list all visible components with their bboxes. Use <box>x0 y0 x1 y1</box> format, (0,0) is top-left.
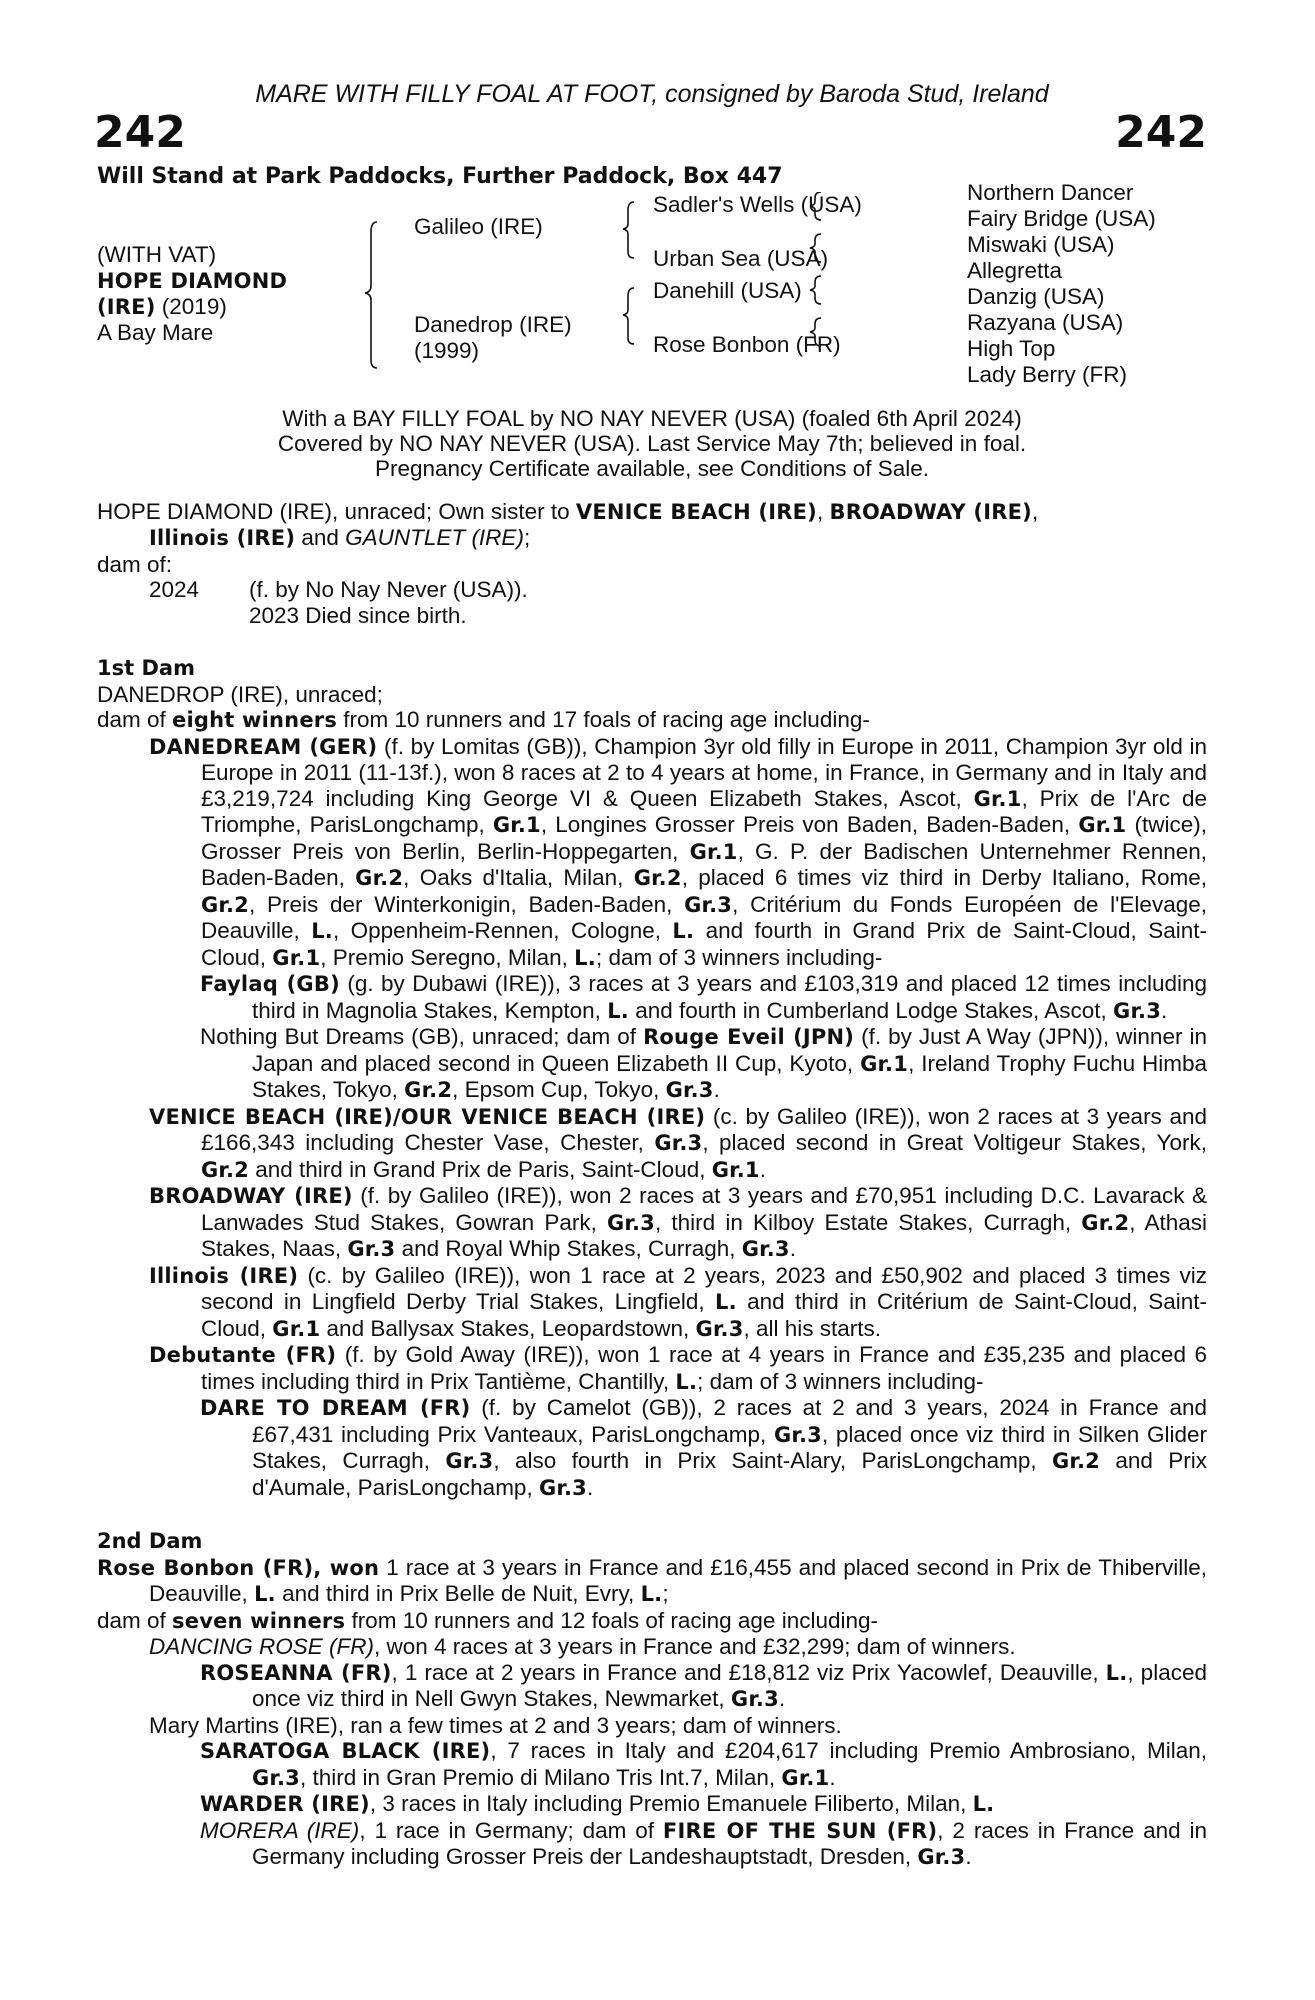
second-dam-heading: 2nd Dam <box>97 1529 203 1553</box>
entry-saratoga-black: SARATOGA BLACK (IRE), 7 races in Italy and £204,617 including Premio Ambrosiano, Milan, Gr.3, third in Gran Premio di Milano Tris Int.7, Milan, Gr.1. <box>200 1738 1207 1790</box>
gen3-5: Danzig (USA) <box>967 283 1105 309</box>
entry-debutante: Debutante (FR) (f. by Gold Away (IRE)), won 1 race at 4 years in France and £35,235 and placed 6 times including third in Prix Tantième, Chantilly, L.; dam of 3 winners including- <box>149 1342 1207 1394</box>
gen3-6: Razyana (USA) <box>967 309 1124 335</box>
entry-mary-martins: Mary Martins (IRE), ran a few times at 2 and 3 years; dam of winners. <box>149 1712 842 1738</box>
vat-label: (WITH VAT) <box>97 241 217 267</box>
consignment-subtitle: MARE WITH FILLY FOAL AT FOOT, consigned by Baroda Stud, Ireland <box>255 80 1049 108</box>
entry-warder: WARDER (IRE), 3 races in Italy including Premio Emanuele Filiberto, Milan, L. <box>200 1791 995 1816</box>
entry-dare-to-dream: DARE TO DREAM (FR) (f. by Camelot (GB)), 2 races at 2 and 3 years, 2024 in France and £67,431 including Prix Vanteaux, ParisLongchamp, Gr.3, placed once viz third in Silken Glider Stakes, Curragh, Gr.3, also fourth in Prix Saint-Alary, ParisLongchamp, Gr.2 and Prix d'Aumale, ParisLongchamp, Gr.3. <box>200 1395 1207 1500</box>
gen3-7: High Top <box>967 335 1056 361</box>
entry-nothing-but-dreams: Nothing But Dreams (GB), unraced; dam of Rouge Eveil (JPN) (f. by Just A Way (JPN)), winner in Japan and placed second in Queen Elizabeth II Cup, Kyoto, Gr.1, Ireland Trophy Fuchu Himba Stakes, Tokyo, Gr.2, Epsom Cup, Tokyo, Gr.3. <box>200 1024 1208 1102</box>
horse-description: A Bay Mare <box>97 319 214 345</box>
gen3-2: Fairy Bridge (USA) <box>967 205 1156 231</box>
produce-row-2024: 2024 (f. by No Nay Never (USA)). <box>149 577 528 602</box>
foal-line-1: With a BAY FILLY FOAL by NO NAY NEVER (USA) (foaled 6th April 2024) <box>282 405 1022 431</box>
entry-venice-beach: VENICE BEACH (IRE)/OUR VENICE BEACH (IRE) (c. by Galileo (IRE)), won 2 races at 3 years and £166,343 including Chester Vase, Chester, Gr.3, placed second in Great Voltigeur Stakes, York, Gr.2 and third in Grand Prix de Paris, Saint-Cloud, Gr.1. <box>149 1103 1208 1182</box>
horse-name: HOPE DIAMOND <box>97 268 288 293</box>
first-dam-heading: 1st Dam <box>97 656 195 680</box>
dam: Danedrop (IRE) <box>414 311 572 337</box>
sire-dam: Urban Sea (USA) <box>653 245 829 271</box>
sire-sire: Sadler's Wells (USA) <box>653 191 862 217</box>
foal-line-3: Pregnancy Certificate available, see Conditions of Sale. <box>374 455 930 481</box>
dam-year: (1999) <box>414 337 480 363</box>
first-dam-produce: dam of eight winners from 10 runners and 17 foals of racing age including- <box>97 707 870 732</box>
sire: Galileo (IRE) <box>414 213 543 239</box>
gen3-3: Miswaki (USA) <box>967 231 1115 257</box>
lot-header <box>94 107 1207 160</box>
first-dam-line: DANEDROP (IRE), unraced; <box>97 681 383 707</box>
catalogue-page <box>94 80 1208 1871</box>
entry-danedream: DANEDREAM (GER) (f. by Lomitas (GB)), Champion 3yr old filly in Europe in 2011, Champion 3yr old in Europe in 2011 (11-13f.), won 8 races at 2 to 4 years at home, in France, in Germany and in Italy and £3,219,724 including King George VI & Queen Elizabeth Stakes, Ascot, Gr.1, Prix de l'Arc de Triomphe, ParisLongchamp, Gr.1, Longines Grosser Preis von Baden, Baden-Baden, Gr.1 (twice), Grosser Preis von Berlin, Berlin-Hoppegarten, Gr.1, G. P. der Badischen Unternehmer Rennen, Baden-Baden, Gr.2, Oaks d'Italia, Milan, Gr.2, placed 6 times viz third in Derby Italiano, Rome, Gr.2, Preis der Winterkonigin, Baden-Baden, Gr.3, Critérium du Fonds Européen de l'Elevage, Deauville, L., Oppenheim-Rennen, Cologne, L. and fourth in Grand Prix de Saint-Cloud, Saint-Cloud, Gr.1, Premio Seregno, Milan, L.; dam of 3 winners including- <box>149 733 1208 970</box>
stand-location: Will Stand at Park Paddocks, Further Paddock, Box 447 <box>97 164 783 189</box>
entry-roseanna: ROSEANNA (FR), 1 race at 2 years in France and £18,812 viz Prix Yacowlef, Deauville, L., placed once viz third in Nell Gwyn Stakes, Newmarket, Gr.3. <box>200 1659 1207 1711</box>
entry-faylaq: Faylaq (GB) (g. by Dubawi (IRE)), 3 races at 3 years and £103,319 and placed 12 times including third in Magnolia Stakes, Kempton, L. and fourth in Cumberland Lodge Stakes, Ascot, Gr.3. <box>200 971 1208 1023</box>
entry-illinois: Illinois (IRE) (c. by Galileo (IRE)), won 1 race at 2 years, 2023 and £50,902 and placed 3 times viz second in Lingfield Derby Trial Stakes, Lingfield, L. and third in Critérium de Saint-Cloud, Saint-Cloud, Gr.1 and Ballysax Stakes, Leopardstown, Gr.3, all his starts. <box>149 1262 1207 1341</box>
gen3-8: Lady Berry (FR) <box>967 361 1128 387</box>
lot-number-left: 242 <box>94 107 186 158</box>
second-dam-produce: dam of seven winners from 10 runners and 12 foals of racing age including- <box>97 1607 879 1633</box>
dam-dam: Rose Bonbon (FR) <box>653 331 841 357</box>
foal-line-2: Covered by NO NAY NEVER (USA). Last Service May 7th; believed in foal. <box>277 430 1027 456</box>
entry-morera: MORERA (IRE), 1 race in Germany; dam of FIRE OF THE SUN (FR), 2 races in France and in Germany including Grosser Preis der Landeshauptstadt, Dresden, Gr.3. <box>200 1817 1208 1869</box>
gen3-4: Allegretta <box>967 257 1063 283</box>
horse-origin-year <box>97 294 227 320</box>
horse-origin: (IRE) <box>97 294 156 319</box>
mare-dam-of: dam of: <box>97 551 173 577</box>
pedigree-table <box>97 179 1207 424</box>
entry-dancing-rose: DANCING ROSE (FR), won 4 races at 3 years in France and £32,299; dam of winners. <box>149 1634 1016 1659</box>
lot-number-right: 242 <box>1115 107 1207 158</box>
entry-rose-bonbon: Rose Bonbon (FR), won 1 race at 3 years in France and £16,455 and placed second in Prix de Thiberville, Deauville, L. and third in Prix Belle de Nuit, Evry, L.; <box>97 1554 1207 1606</box>
mare-summary: HOPE DIAMOND (IRE), unraced; Own sister to VENICE BEACH (IRE), BROADWAY (IRE), Illinois (IRE) and GAUNTLET (IRE); <box>97 498 1039 550</box>
gen3-1: Northern Dancer <box>967 179 1134 205</box>
produce-row-2023: 2023 Died since birth. <box>249 602 467 628</box>
dam-sire: Danehill (USA) <box>653 277 802 303</box>
entry-broadway: BROADWAY (IRE) (f. by Galileo (IRE)), won 2 races at 3 years and £70,951 including D.C. Lavarack & Lanwades Stud Stakes, Gowran Park, Gr.3, third in Kilboy Estate Stakes, Curragh, Gr.2, Athasi Stakes, Naas, Gr.3 and Royal Whip Stakes, Curragh, Gr.3. <box>149 1183 1207 1261</box>
horse-year: (2019) <box>155 293 227 319</box>
